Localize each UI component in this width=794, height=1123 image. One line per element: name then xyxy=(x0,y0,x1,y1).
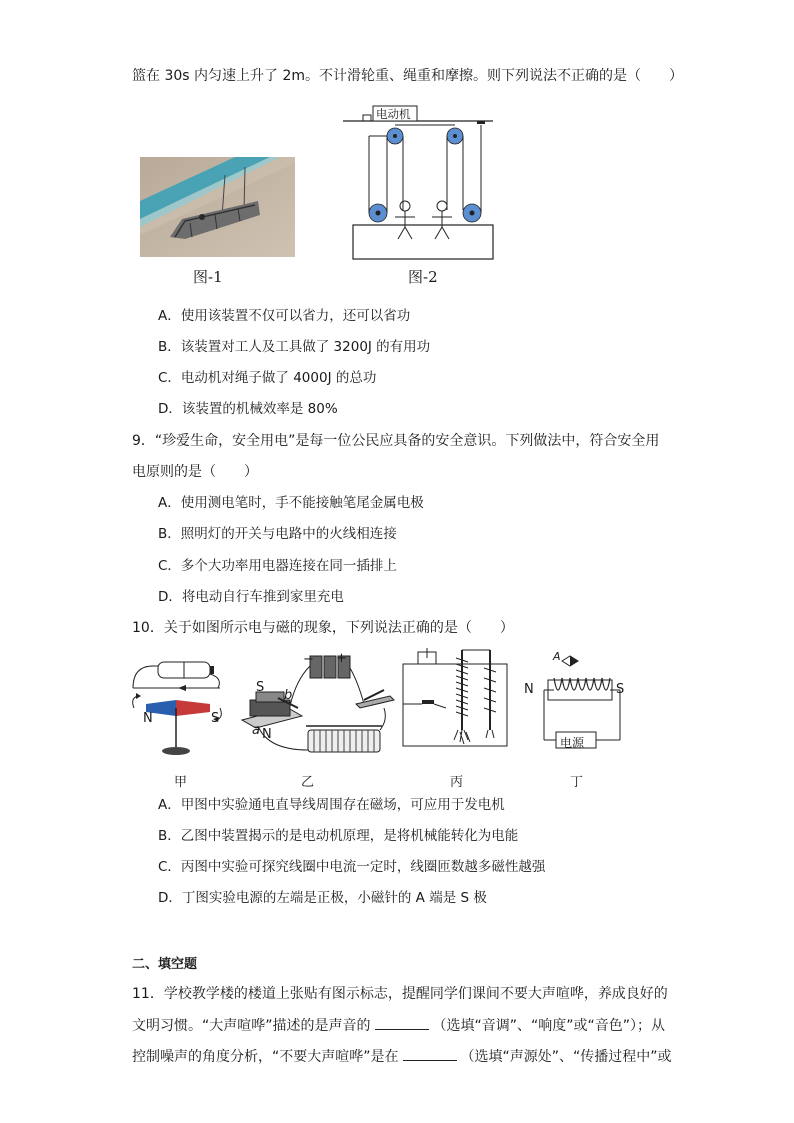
caption-ding: 丁 xyxy=(570,775,584,790)
q10-option-d: D．丁图实验电源的左端是正极，小磁针的 A 端是 S 极 xyxy=(158,890,487,906)
fig2-pulley-diagram xyxy=(343,103,495,261)
q8-option-b: B．该装置对工人及工具做了 3200J 的有用功 xyxy=(158,339,431,355)
fig1-caption: 图-1 xyxy=(193,268,223,286)
fig-jia-oersted xyxy=(128,656,228,764)
q9-option-d: D．将电动自行车推到家里充电 xyxy=(158,589,344,605)
q8-option-c: C．电动机对绳子做了 4000J 的总功 xyxy=(158,370,377,386)
ding-source-label: 电源 xyxy=(560,736,585,750)
caption-jia: 甲 xyxy=(174,775,188,790)
yi-a-label: a xyxy=(252,723,260,738)
q10-option-c: C．丙图中实验可探究线圈中电流一定时，线圈匝数越多磁性越强 xyxy=(158,859,546,875)
q11-line2-text: 文明习惯。“大声喧哗”描述的是声音的 xyxy=(132,1018,371,1034)
q11-line1: 11．学校教学楼的楼道上张贴有图示标志，提醒同学们课间不要大声喧哗，养成良好的 xyxy=(132,986,668,1002)
q8-stem-tail: 篮在 30s 内匀速上升了 2m。不计滑轮重、绳重和摩擦。则下列说法不正确的是（ ） xyxy=(132,68,684,84)
q8-option-a: A．使用该装置不仅可以省力，还可以省功 xyxy=(158,308,411,324)
motor-label: 电动机 xyxy=(376,107,411,121)
q9-stem-line2: 电原则的是（ ） xyxy=(132,464,258,480)
q11-line3 xyxy=(132,1046,672,1067)
q10-option-b: B．乙图中装置揭示的是电动机原理，是将机械能转化为电能 xyxy=(158,828,519,844)
q9-option-c: C．多个大功率用电器连接在同一插排上 xyxy=(158,558,397,574)
yi-plus-label: + xyxy=(336,651,347,666)
yi-s-label: S xyxy=(256,680,265,695)
fig2-caption: 图-2 xyxy=(408,268,438,286)
fig-yi-induction xyxy=(238,650,398,760)
fig-bing-electromagnets xyxy=(400,648,512,750)
caption-bing: 丙 xyxy=(450,775,464,790)
jia-s-label: S xyxy=(211,711,220,726)
yi-minus-label: − xyxy=(303,652,314,667)
q11-line2 xyxy=(132,1015,665,1036)
yi-n-label: N xyxy=(262,727,272,742)
q11-line3-text: 控制噪声的角度分析，“不要大声喧哗”是在 xyxy=(132,1049,399,1065)
q11-line2-tail: （选填“音调”、“响度”或“音色”）；从 xyxy=(432,1018,666,1034)
answer-blank-1[interactable] xyxy=(375,1015,429,1030)
q9-stem-line1: 9．“珍爱生命，安全用电”是每一位公民应具备的安全意识。下列做法中，符合安全用 xyxy=(132,433,660,449)
q9-option-a: A．使用测电笔时，手不能接触笔尾金属电极 xyxy=(158,495,424,511)
answer-blank-2[interactable] xyxy=(403,1046,457,1061)
ding-n-label: N xyxy=(524,682,534,697)
q10-stem: 10．关于如图所示电与磁的现象，下列说法正确的是（ ） xyxy=(132,620,514,636)
yi-b-label: b xyxy=(284,688,293,703)
q8-option-d: D．该装置的机械效率是 80% xyxy=(158,401,338,417)
section-heading: 二、填空题 xyxy=(132,957,198,972)
fig1-photo xyxy=(140,157,295,257)
caption-yi: 乙 xyxy=(301,775,315,790)
q10-option-a: A．甲图中实验通电直导线周围存在磁场，可应用于发电机 xyxy=(158,797,505,813)
q11-line3-tail: （选填“声源处”、“传播过程中”或 xyxy=(460,1049,672,1065)
ding-s-label: S xyxy=(616,682,625,697)
jia-n-label: N xyxy=(143,711,153,726)
q9-option-b: B．照明灯的开关与电路中的火线相连接 xyxy=(158,526,397,542)
ding-a-label: A xyxy=(553,650,561,663)
